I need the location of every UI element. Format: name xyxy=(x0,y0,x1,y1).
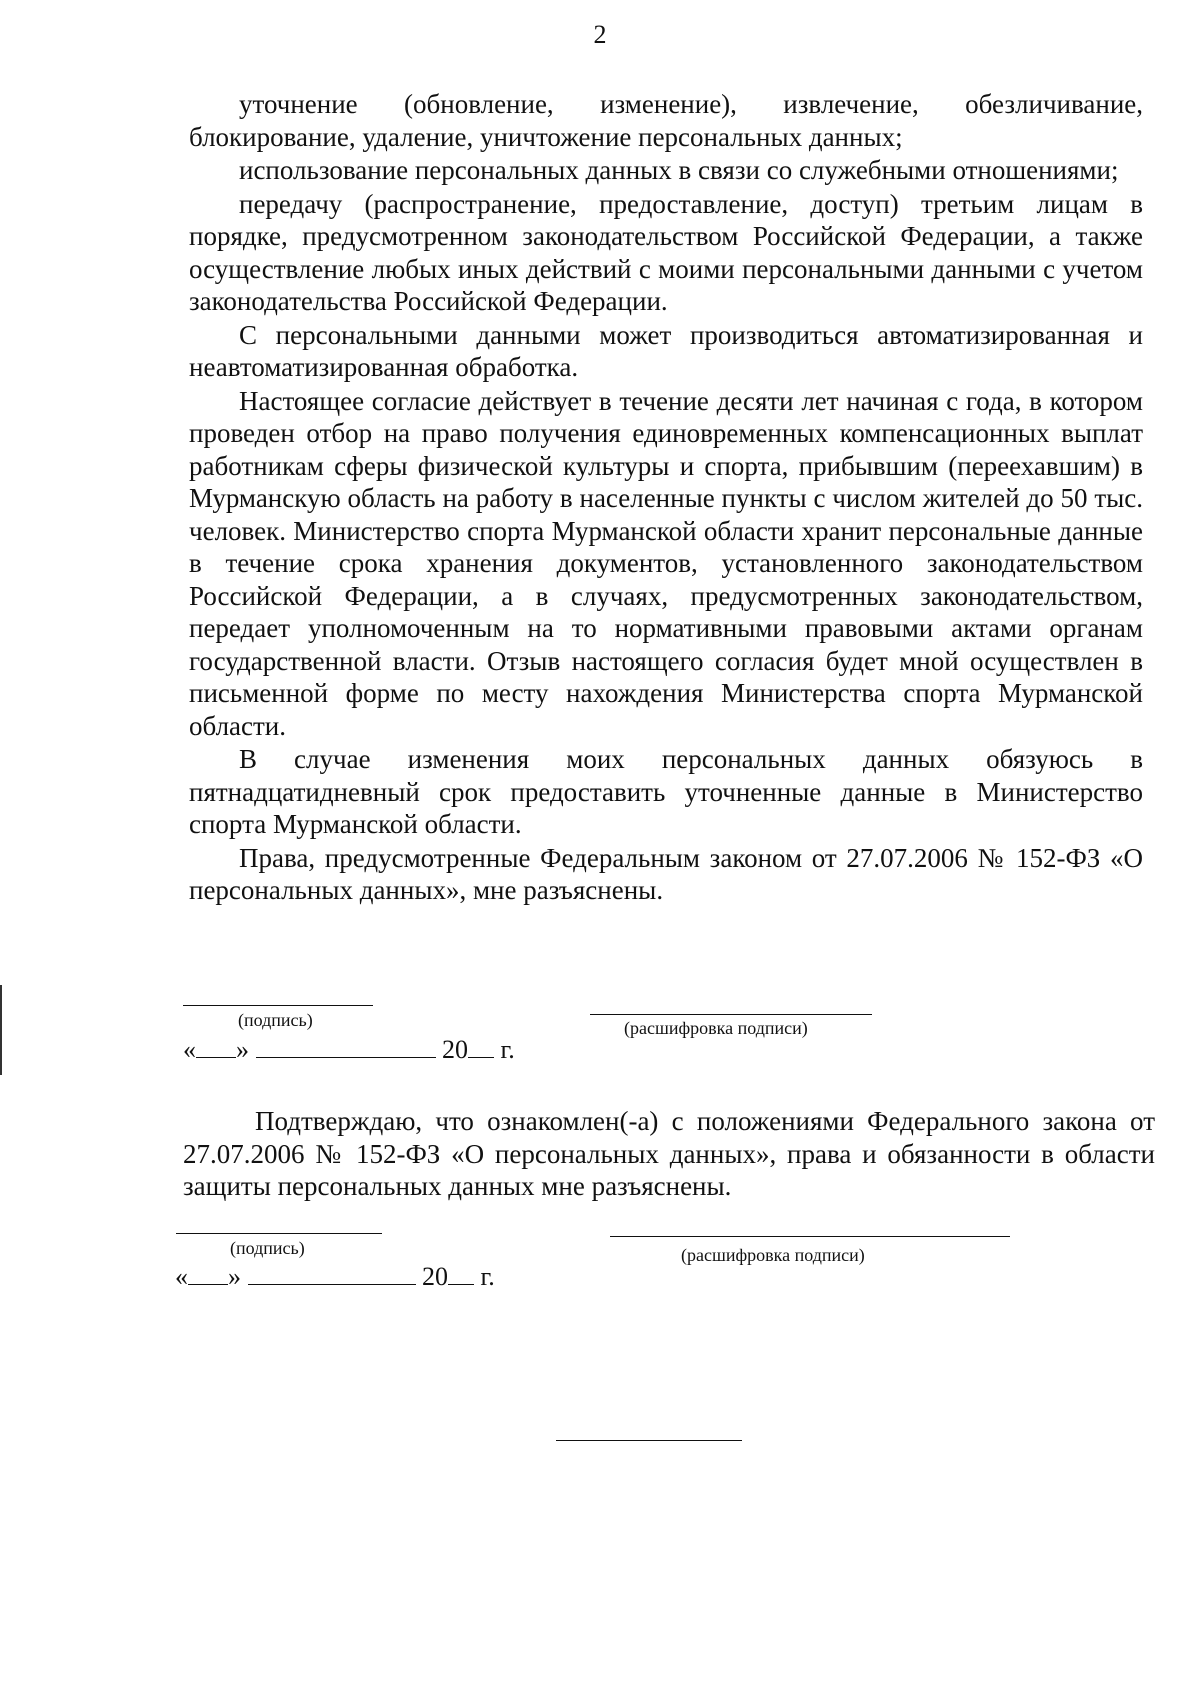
paragraph-usage: использование персональных данных в связи со служебными отношениями; xyxy=(239,155,1119,185)
signature-line[interactable] xyxy=(176,1233,382,1234)
month-blank[interactable] xyxy=(248,1262,416,1285)
date-close-quote: » xyxy=(228,1262,241,1291)
signature-line[interactable] xyxy=(183,1005,373,1006)
month-blank[interactable] xyxy=(256,1035,436,1058)
scan-edge-mark xyxy=(0,985,2,1075)
paragraph-validity: Настоящее согласие действует в течение десяти лет начиная с года, в котором проведен отбор на право получения единовременных компенсационных выплат работникам сферы физической культуры и спорта, прибывшим (переехавшим) в Мурманскую область на работу в населенные пункты с числом жителей до 50 тыс. человек. Министерство спорта Мурманской области хранит персональные данные в течение срока хранения документов, установленного законодательством Российской Федерации, а в случаях, предусмотренных законодательством, передает уполномоченным на то нормативными правовыми актами органам государственной власти. Отзыв настоящего согласия будет мной осуществлен в письменной форме по месту нахождения Министерства спорта Мурманской области. xyxy=(189,385,1143,741)
decryption-line[interactable] xyxy=(590,1014,872,1015)
page-number: 2 xyxy=(593,20,607,49)
date-field[interactable] xyxy=(175,1262,495,1292)
decryption-caption: (расшифровка подписи) xyxy=(681,1245,865,1265)
date-close-quote: » xyxy=(236,1035,249,1064)
day-blank[interactable] xyxy=(196,1035,236,1058)
year-suffix: г. xyxy=(480,1262,495,1291)
paragraph-clarification: уточнение (обновление, изменение), извлечение, обезличивание, блокирование, удаление, уничтожение персональных данных; xyxy=(189,89,1143,152)
year-prefix: 20 xyxy=(422,1262,448,1291)
paragraph-processing: С персональными данными может производиться автоматизированная и неавтоматизированная обработка. xyxy=(189,319,1143,382)
year-blank[interactable] xyxy=(448,1262,474,1285)
signature-caption: (подпись) xyxy=(238,1010,313,1030)
year-prefix: 20 xyxy=(442,1035,468,1064)
day-blank[interactable] xyxy=(188,1262,228,1285)
paragraph-transfer: передачу (распространение, предоставление, доступ) третьим лицам в порядке, предусмотренном законодательством Российской Федерации, а также осуществление любых иных действий с моими персональными данными с учетом законодательства Российской Федерации. xyxy=(189,188,1143,316)
date-open-quote: « xyxy=(183,1035,196,1064)
decryption-caption: (расшифровка подписи) xyxy=(624,1018,808,1038)
end-divider xyxy=(556,1440,742,1441)
paragraph-change-obligation: В случае изменения моих персональных данных обязуюсь в пятнадцатидневный срок предоставить уточненные данные в Министерство спорта Мурманской области. xyxy=(189,744,1143,839)
date-open-quote: « xyxy=(175,1262,188,1291)
confirmation-text: Подтверждаю, что ознакомлен(-а) с положениями Федерального закона от 27.07.2006 № 152-ФЗ «О персональных данных», права и обязанности в области защиты персональных данных мне разъяснены. xyxy=(183,1106,1155,1201)
signature-caption: (подпись) xyxy=(230,1238,305,1258)
paragraph-rights: Права, предусмотренные Федеральным законом от 27.07.2006 № 152-ФЗ «О персональных данных», мне разъяснены. xyxy=(189,842,1143,905)
date-field[interactable] xyxy=(183,1035,515,1065)
year-blank[interactable] xyxy=(468,1035,494,1058)
consent-body xyxy=(189,88,1143,908)
year-suffix: г. xyxy=(500,1035,515,1064)
decryption-line[interactable] xyxy=(610,1236,1010,1237)
